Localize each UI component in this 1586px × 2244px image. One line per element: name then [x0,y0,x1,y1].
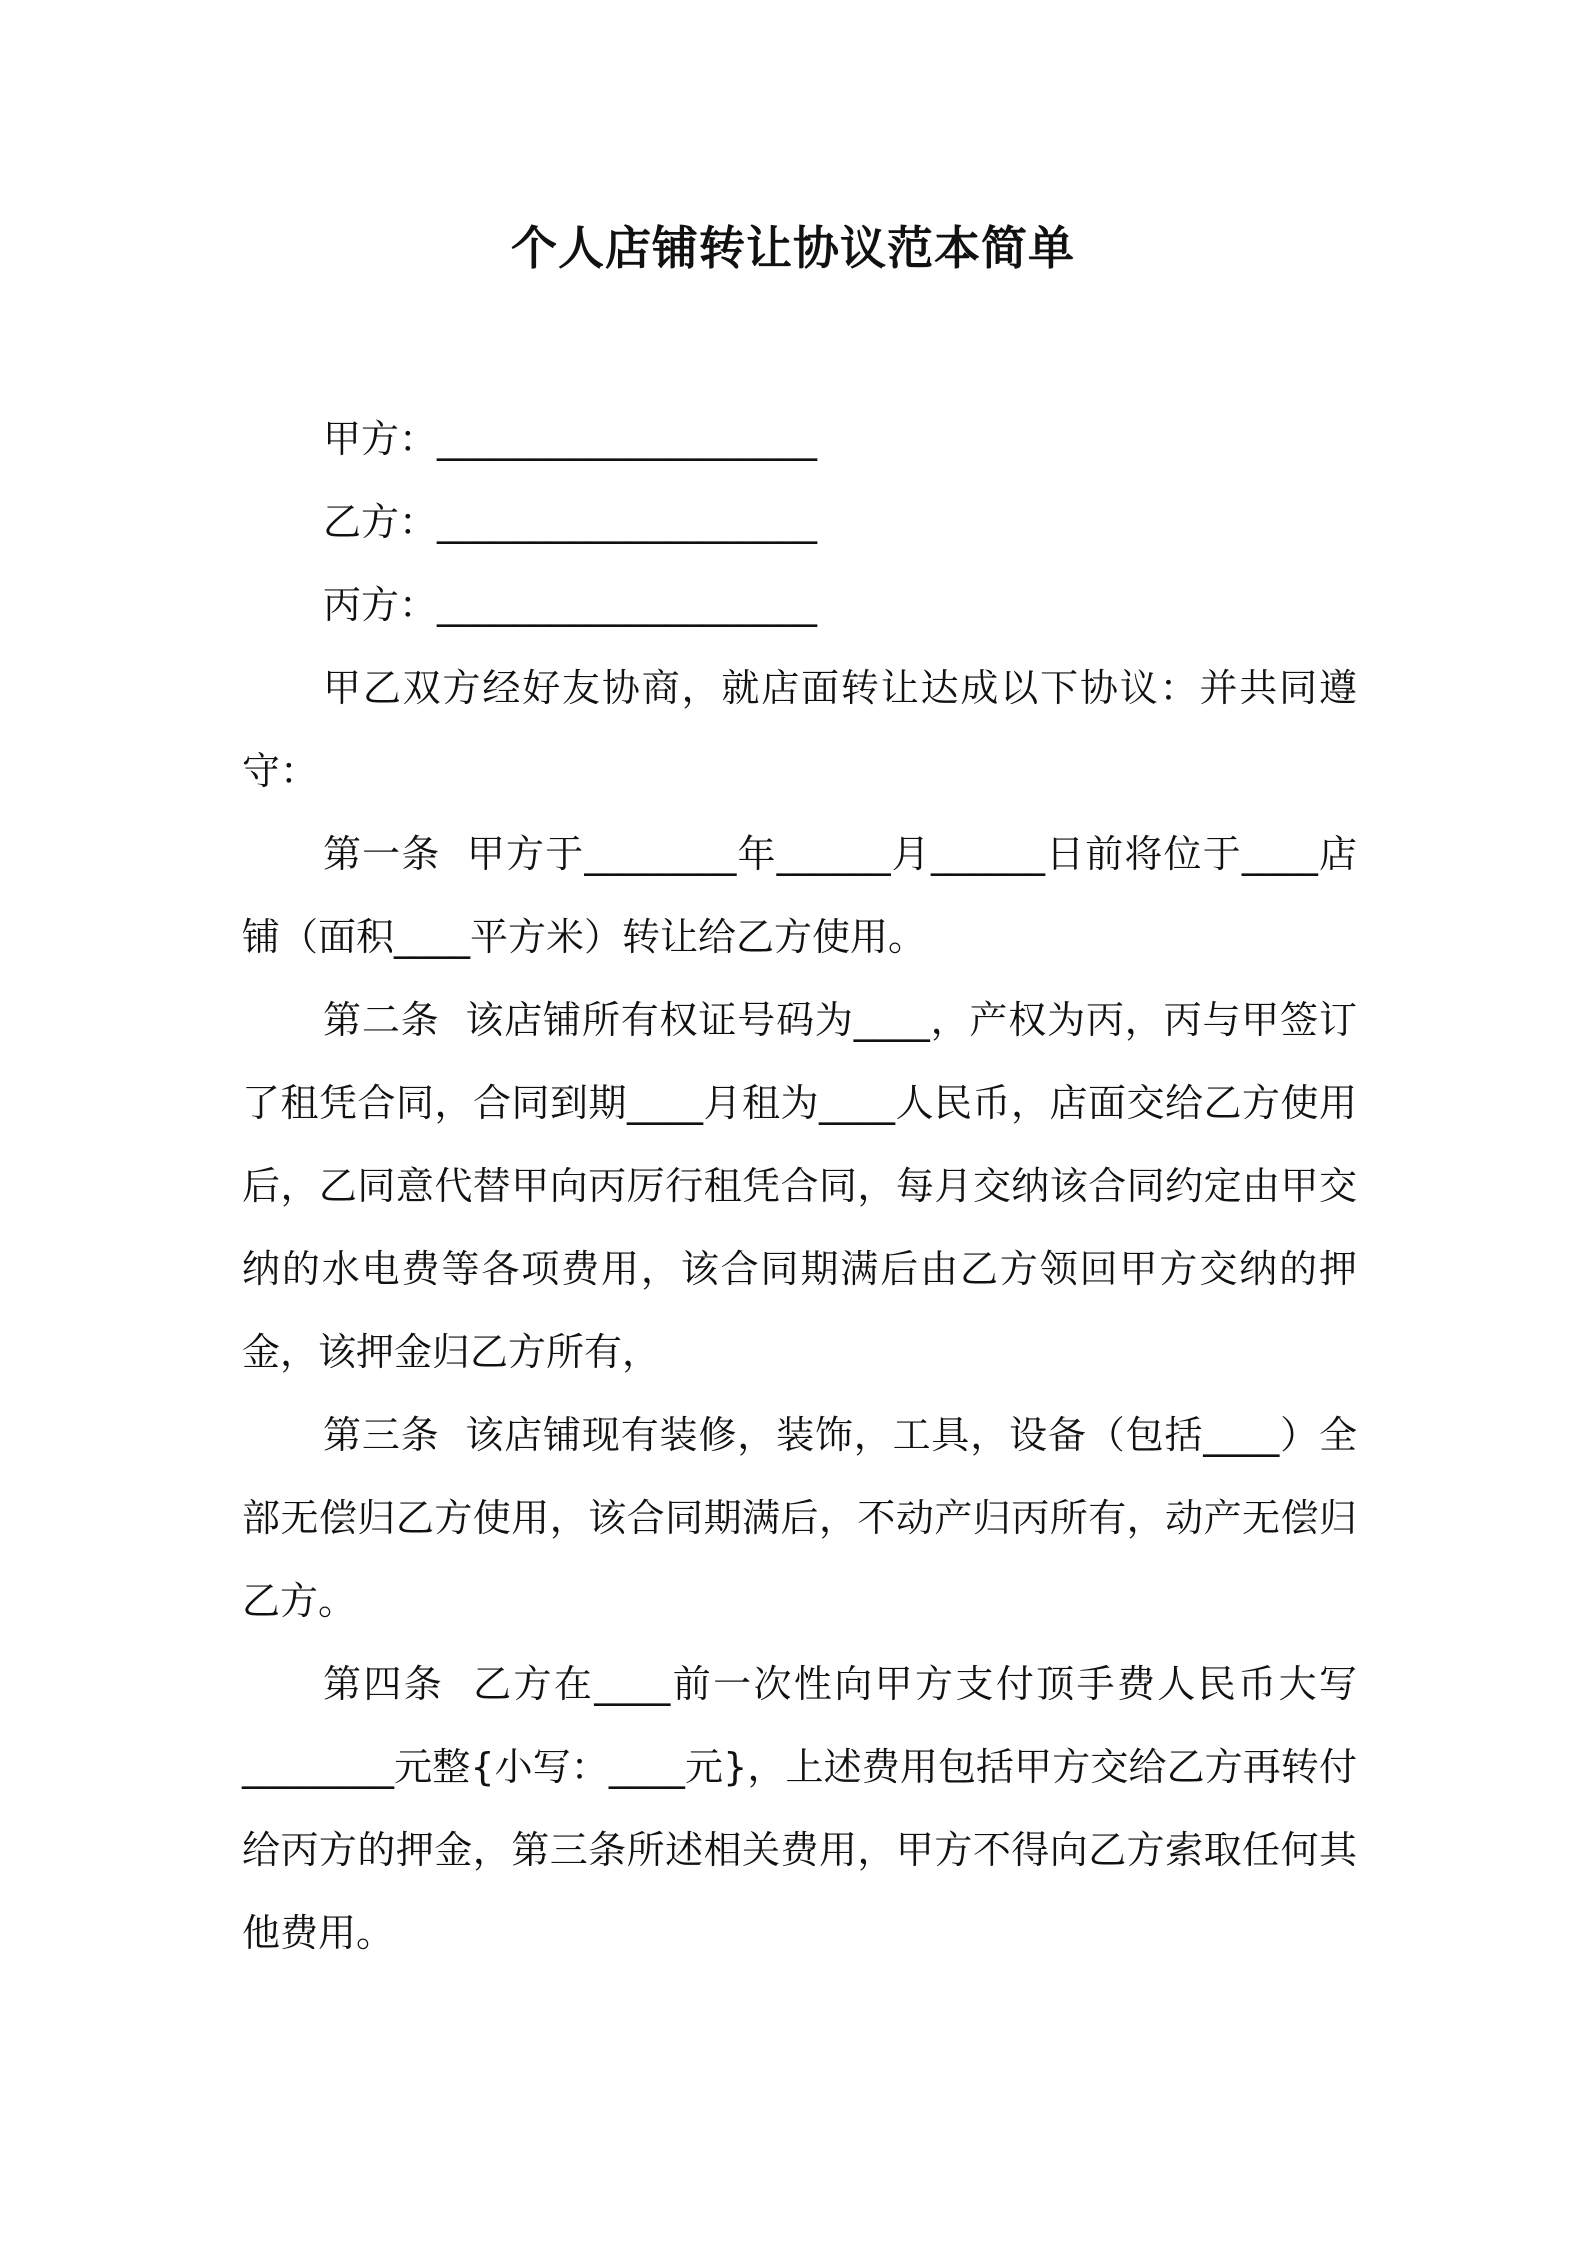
article-3-paragraph: 第三条 该店铺现有装修，装饰，工具，设备（包括____）全部无偿归乙方使用，该合同期满后，不动产归丙所有，动产无偿归乙方。 [242,1413,1357,1623]
party-c-line: 丙方：____________________ [323,583,818,627]
document-title: 个人店铺转让协议范本简单 [511,221,1075,275]
party-a-line: 甲方：____________________ [323,417,818,461]
article-4-paragraph: 第四条 乙方在____前一次性向甲方支付顶手费人民币大写________元整{小写：____元}，上述费用包括甲方交给乙方再转付给丙方的押金，第三条所述相关费用，甲方不得向乙方索取任何其他费用。 [242,1662,1357,1955]
document-body [242,398,1357,1975]
preamble-paragraph: 甲乙双方经好友协商，就店面转让达成以下协议：并共同遵守： [242,666,1357,793]
article-2-paragraph: 第二条 该店铺所有权证号码为____，产权为丙，丙与甲签订了租凭合同，合同到期____月租为____人民币，店面交给乙方使用后，乙同意代替甲向丙厉行租凭合同，每月交纳该合同约定由甲交纳的水电费等各项费用，该合同期满后由乙方领回甲方交纳的押金，该押金归乙方所有， [242,998,1357,1374]
party-b-line: 乙方：____________________ [323,500,818,544]
article-1-paragraph: 第一条 甲方于________年______月______日前将位于____店铺（面积____平方米）转让给乙方使用。 [242,832,1357,959]
